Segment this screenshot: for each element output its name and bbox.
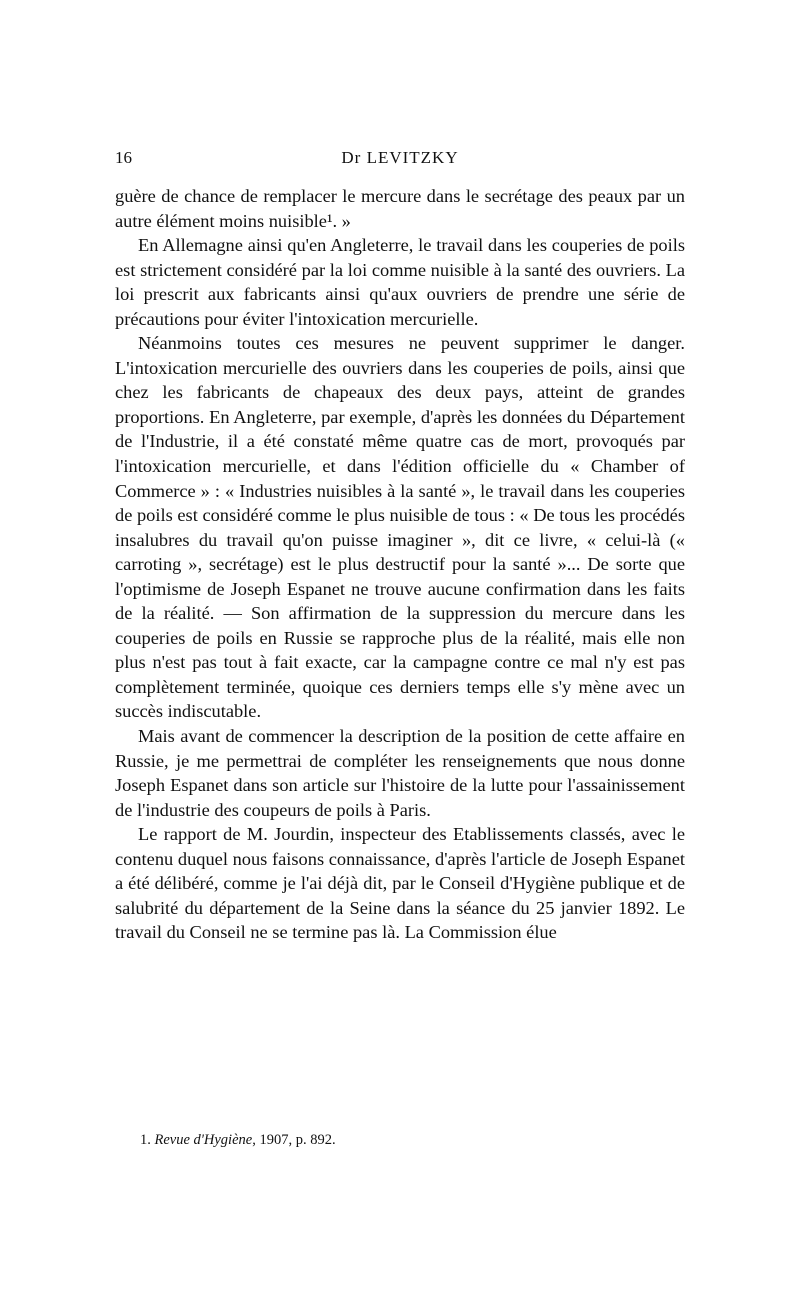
paragraph: Mais avant de commencer la description de la position de cette affaire en Russie, je me permettrai de compléter les renseignements que nous donne Joseph Espanet dans son article sur l'histoire de la lutte pour l'assainissement de l'industrie des coupeurs de poils à Paris. — [115, 726, 685, 820]
paragraph: En Allemagne ainsi qu'en Angleterre, le travail dans les couperies de poils est strictement considéré par la loi comme nuisible à la santé des ouvriers. La loi prescrit aux fabricants ainsi qu'aux ouvriers de prendre une série de précautions pour éviter l'intoxication mercurielle. — [115, 235, 685, 329]
paragraph-continued: guère de chance de remplacer le mercure dans le secrétage des peaux par un autre élément moins nuisible¹. » — [115, 186, 685, 231]
page-header — [115, 148, 685, 174]
page-number: 16 — [115, 148, 132, 167]
running-head: Dr LEVITZKY — [341, 148, 459, 167]
footnote — [140, 1132, 685, 1149]
footnote-journal: Revue d'Hygiène — [154, 1132, 253, 1148]
paragraph: Le rapport de M. Jourdin, inspecteur des Etablissements classés, avec le contenu duquel nous faisons connaissance, d'après l'article de Joseph Espanet a été délibéré, comme je l'ai déjà dit, par le Conseil d'Hygiène publique et de salubrité du département de la Seine dans la séance du 25 janvier 1892. Le travail du Conseil ne se termine pas là. La Commission élue — [115, 824, 685, 943]
footnote-number: 1. — [140, 1132, 151, 1148]
footnote-reference: , 1907, p. 892. — [252, 1132, 336, 1148]
body-text — [115, 184, 685, 945]
paragraph: Néanmoins toutes ces mesures ne peuvent supprimer le danger. L'intoxication mercurielle des ouvriers dans les couperies de poils, ainsi que chez les fabricants de chapeaux des deux pays, atteint de grandes proportions. En Angleterre, par exemple, d'après les données du Département de l'Industrie, il a été constaté même quatre cas de mort, provoqués par l'intoxication mercurielle, et dans l'édition officielle du « Chamber of Commerce » : « Industries nuisibles à la santé », le travail dans les couperies de poils est considéré comme le plus nuisible de tous : « De tous les procédés insalubres du travail qu'on puisse imaginer », dit ce livre, « celui-là (« carroting », secrétage) est le plus destructif pour la santé »... De sorte que l'optimisme de Joseph Espanet ne trouve aucune confirmation dans les faits de la réalité. — Son affirmation de la suppression du mercure dans les couperies de poils en Russie se rapproche plus de la réalité, mais elle non plus n'est pas tout à fait exacte, car la campagne contre ce mal n'y est pas complètement terminée, quoique ces derniers temps elle s'y mène avec un succès indiscutable. — [115, 333, 685, 722]
